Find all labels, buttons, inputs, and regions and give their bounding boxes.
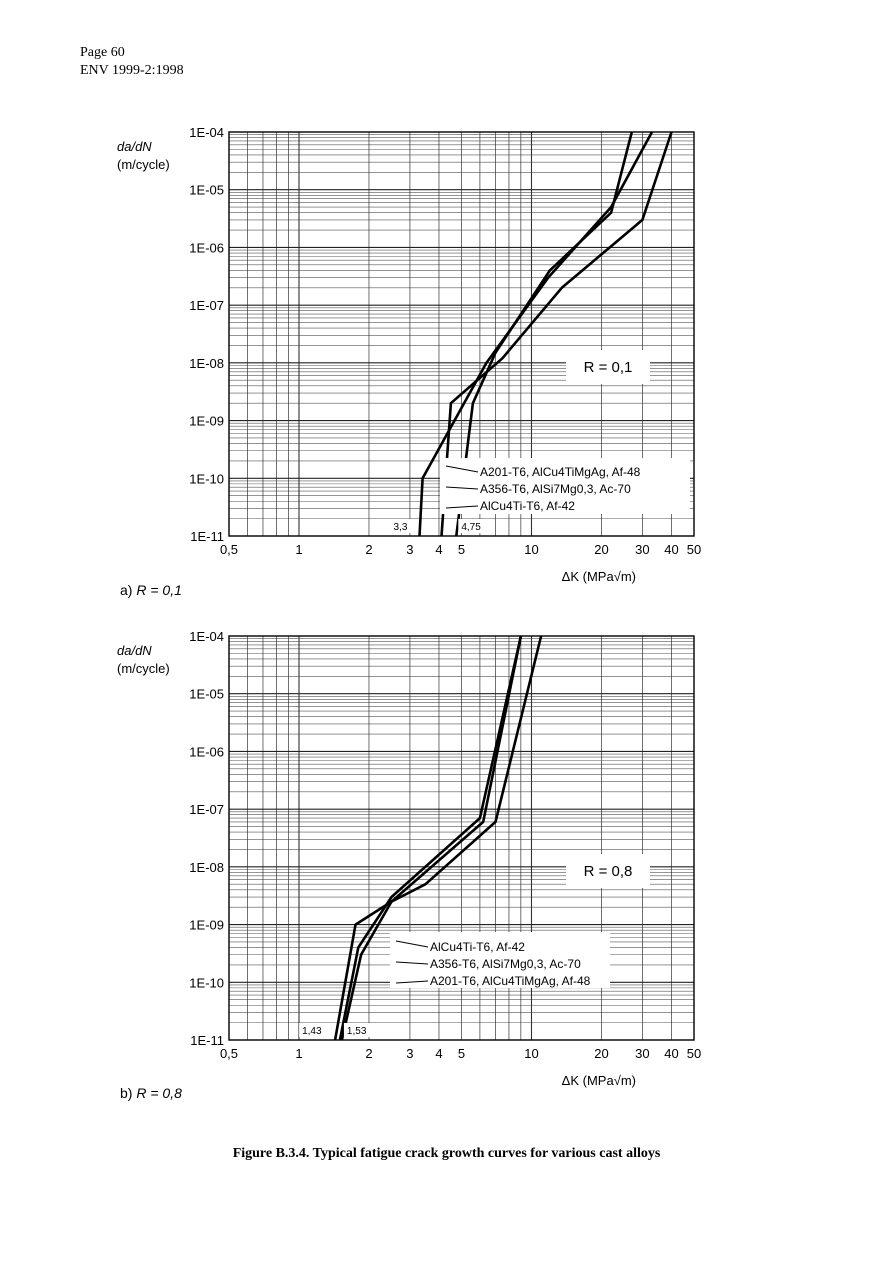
x-tick-label: 40: [664, 1046, 679, 1061]
figure-caption: Figure B.3.4. Typical fatigue crack growth curves for various cast alloys: [232, 1146, 661, 1161]
y-axis-unit: (m/cycle): [117, 157, 170, 172]
threshold-label: 1,43: [302, 1026, 322, 1037]
x-tick-label: 50: [686, 542, 702, 557]
y-tick-label: 1E-04: [189, 629, 224, 644]
y-tick-label: 1E-11: [190, 529, 224, 544]
x-tick-label: 0,5: [219, 1046, 239, 1061]
y-tick-label: 1E-07: [189, 298, 224, 314]
x-tick-label: 0,5: [219, 542, 239, 557]
x-tick-label: 30: [635, 542, 650, 557]
y-tick-label: 1E-06: [189, 240, 224, 256]
chart-panel-a: [117, 125, 701, 584]
x-tick-label: 10: [524, 1046, 539, 1061]
y-tick-label: 1E-09: [189, 917, 224, 933]
chart-panel-b: [117, 629, 701, 1088]
y-tick-label: 1E-10: [189, 975, 224, 991]
y-tick-label: 1E-08: [189, 355, 224, 371]
panel-b-label: b) R = 0,8: [120, 1085, 182, 1101]
x-tick-label: 5: [457, 542, 466, 557]
y-tick-label: 1E-04: [189, 125, 224, 140]
x-tick-label: 1: [295, 1046, 303, 1061]
y-tick-label: 1E-06: [189, 744, 224, 760]
legend-label: AlCu4Ti-T6, Af-42: [430, 940, 525, 954]
y-tick-label: 1E-11: [190, 1033, 224, 1048]
legend-label: A201-T6, AlCu4TiMgAg, Af-48: [430, 974, 591, 988]
legend-label: A356-T6, AlSi7Mg0,3, Ac-70: [480, 482, 631, 496]
legend-label: AlCu4Ti-T6, Af-42: [480, 499, 575, 513]
y-axis-label: da/dN: [117, 643, 152, 658]
x-tick-label: 50: [686, 1046, 702, 1061]
y-tick-label: 1E-05: [189, 182, 224, 198]
threshold-label: 1,53: [346, 1026, 367, 1037]
x-tick-label: 2: [365, 542, 373, 557]
y-tick-label: 1E-08: [189, 859, 224, 875]
x-tick-label: 2: [365, 1046, 373, 1061]
threshold-label: 4,75: [461, 522, 481, 533]
threshold-label: 3,3: [393, 522, 408, 533]
y-tick-label: 1E-10: [189, 471, 224, 487]
standard-reference: ENV 1999-2:1998: [80, 63, 184, 78]
y-tick-label: 1E-09: [189, 413, 224, 429]
x-tick-label: 3: [406, 1046, 414, 1061]
legend-label: A201-T6, AlCu4TiMgAg, Af-48: [480, 465, 641, 479]
x-tick-label: 20: [594, 1046, 609, 1061]
x-tick-label: 3: [406, 542, 414, 557]
legend-label: A356-T6, AlSi7Mg0,3, Ac-70: [430, 957, 581, 971]
x-axis-label: ΔK (MPa√m): [561, 569, 636, 584]
x-tick-label: 5: [457, 1046, 466, 1061]
r-annotation: R = 0,8: [583, 863, 633, 880]
y-tick-label: 1E-07: [189, 802, 224, 818]
page-number: Page 60: [80, 45, 125, 60]
x-axis-label: ΔK (MPa√m): [561, 1073, 636, 1088]
x-tick-label: 20: [594, 542, 609, 557]
x-tick-label: 40: [664, 542, 679, 557]
x-tick-label: 1: [295, 542, 303, 557]
x-tick-label: 10: [524, 542, 539, 557]
y-tick-label: 1E-05: [189, 686, 224, 702]
panel-a-label: a) R = 0,1: [120, 582, 182, 598]
y-axis-unit: (m/cycle): [117, 661, 170, 676]
x-tick-label: 4: [435, 1046, 443, 1061]
y-axis-label: da/dN: [117, 139, 152, 154]
x-tick-label: 30: [635, 1046, 650, 1061]
x-tick-label: 4: [435, 542, 443, 557]
r-annotation: R = 0,1: [583, 359, 633, 376]
